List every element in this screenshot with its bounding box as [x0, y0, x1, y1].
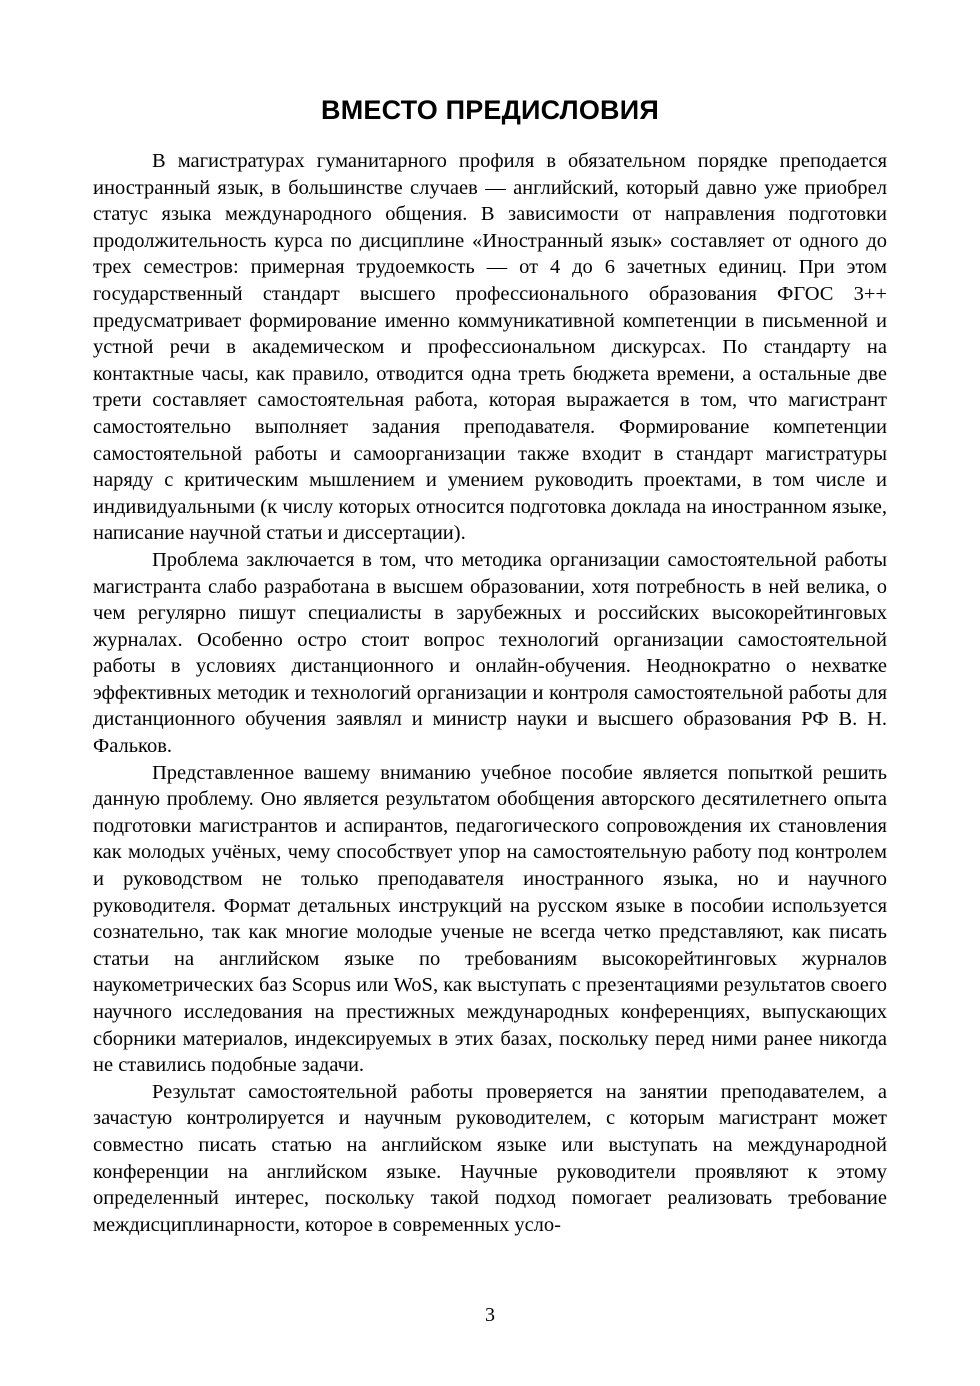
paragraph-3: Представленное вашему вниманию учебное пособие является попыткой решить данную проблему. Оно является результатом обобщения авторского десятилетнего опыта подготовки магистрантов и аспирантов, педагогического сопровождения их становления как молодых учёных, чему способствует упор на самостоятельную работу под контролем и руководством не только преподавателя иностранного языка, но и научного руководителя. Формат детальных инструкций на русском языке в пособии используется сознательно, так как многие молодые ученые не всегда четко представляют, как писать статьи на английском языке по требованиям высокорейтинговых журналов наукометрических баз Scopus или WoS, как выступать с презентациями результатов своего научного исследования на престижных международных конференциях, выпускающих сборники материалов, индексируемых в этих базах, поскольку перед ними ранее никогда не ставились подобные задачи.	[93, 761, 887, 1077]
paragraph-2: Проблема заключается в том, что методика организации самостоятельной работы магистранта слабо разработана в высшем образовании, хотя потребность в ней велика, о чем регулярно пишут специалисты в зарубежных и российских высокорейтинговых журналах. Особенно остро стоит вопрос технологий организации самостоятельной работы в условиях дистанционного и онлайн-обучения. Неоднократно о нехватке эффективных методик и технологий организации и контроля самостоятельной работы для дистанционного обучения заявлял и министр науки и высшего образования РФ В. Н. Фальков.	[93, 548, 887, 758]
body-text	[93, 148, 887, 1238]
page-title: ВМЕСТО ПРЕДИСЛОВИЯ	[321, 95, 659, 125]
page-number: 3	[485, 1304, 495, 1326]
paragraph-4: Результат самостоятельной работы проверяется на занятии преподавателем, а зачастую контролируется и научным руководителем, с которым магистрант может совместно писать статью на английском языке или выступать на международной конференции на английском языке. Научные руководители проявляют к этому определенный интерес, поскольку такой подход помогает реализовать требование междисциплинарности, которое в современных усло-	[93, 1080, 887, 1236]
paragraph-1: В магистратурах гуманитарного профиля в обязательном порядке преподается иностранный язык, в большинстве случаев — английский, который давно уже приобрел статус языка международного общения. В зависимости от направления подготовки продолжительность курса по дисциплине «Иностранный язык» составляет от одного до трех семестров: примерная трудоемкость — от 4 до 6 зачетных единиц. При этом государственный стандарт высшего профессионального образования ФГОС 3++ предусматривает формирование именно коммуникативной компетенции в письменной и устной речи в академическом и профессиональном дискурсах. По стандарту на контактные часы, как правило, отводится одна треть бюджета времени, а остальные две трети составляет самостоятельная работа, которая выражается в том, что магистрант самостоятельно выполняет задания преподавателя. Формирование компетенции самостоятельной работы и самоорганизации также входит в стандарт магистратуры наряду с критическим мышлением и умением руководить проектами, в том числе и индивидуальными (к числу которых относится подготовка доклада на иностранном языке, написание научной статьи и диссертации).	[93, 150, 887, 545]
